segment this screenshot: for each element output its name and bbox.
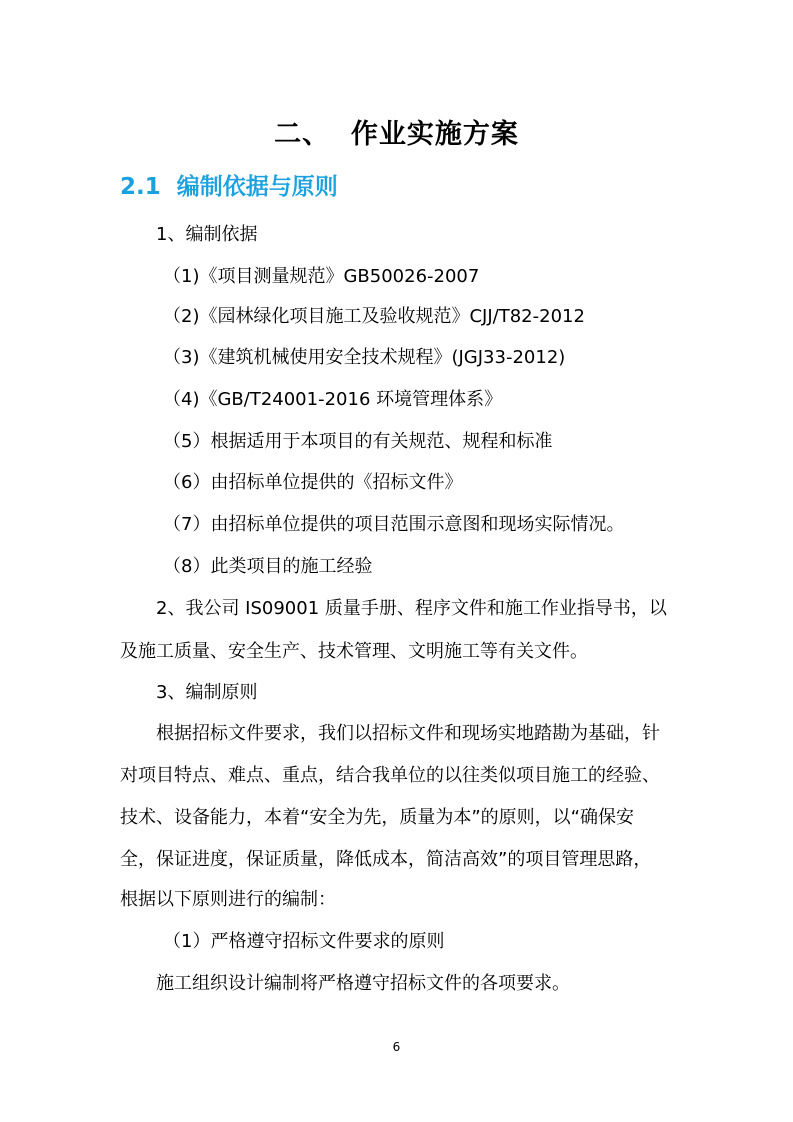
rule1-text: 施工组织设计编制将严格遵守招标文件的各项要求。: [156, 973, 570, 994]
principle-line-3: 技术、设备能力，本着“安全为先，质量为本”的原则，以“确保安: [120, 807, 634, 828]
item2-line-2: 及施工质量、安全生产、技术管理、文明施工等有关文件。: [120, 641, 588, 662]
item1-title: 1、编制依据: [156, 224, 258, 245]
basis-item-8: （8）此类项目的施工经验: [163, 556, 373, 577]
principle-line-1: 根据招标文件要求，我们以招标文件和现场实地踏勘为基础，针: [156, 723, 660, 744]
principle-line-4: 全，保证进度，保证质量，降低成本，简洁高效”的项目管理思路，: [120, 849, 652, 870]
rule1-title: （1）严格遵守招标文件要求的原则: [163, 931, 445, 952]
chapter-title: 二、 作业实施方案: [274, 119, 519, 150]
item2-line-1: 2、我公司 IS09001 质量手册、程序文件和施工作业指导书，以: [156, 598, 667, 619]
basis-item-7: （7）由招标单位提供的项目范围示意图和现场实际情况。: [163, 514, 625, 535]
basis-item-6: （6）由招标单位提供的《招标文件》: [163, 472, 463, 493]
principle-line-5: 根据以下原则进行的编制：: [120, 889, 336, 910]
basis-item-1: （1)《项目测量规范》GB50026-2007: [163, 266, 480, 287]
basis-item-5: （5）根据适用于本项目的有关规范、规程和标准: [163, 431, 553, 452]
basis-item-4: （4)《GB/T24001-2016 环境管理体系》: [163, 389, 503, 410]
section-title: 2.1 编制依据与原则: [120, 174, 338, 200]
principle-line-2: 对项目特点、难点、重点，结合我单位的以往类似项目施工的经验、: [120, 765, 660, 786]
page-number: 6: [392, 1040, 401, 1054]
basis-item-3: （3)《建筑机械使用安全技术规程》(JGJ33-2012): [163, 347, 566, 368]
basis-item-2: （2)《园林绿化项目施工及验收规范》CJJ/T82-2012: [163, 306, 585, 327]
item3-title: 3、编制原则: [156, 682, 258, 703]
